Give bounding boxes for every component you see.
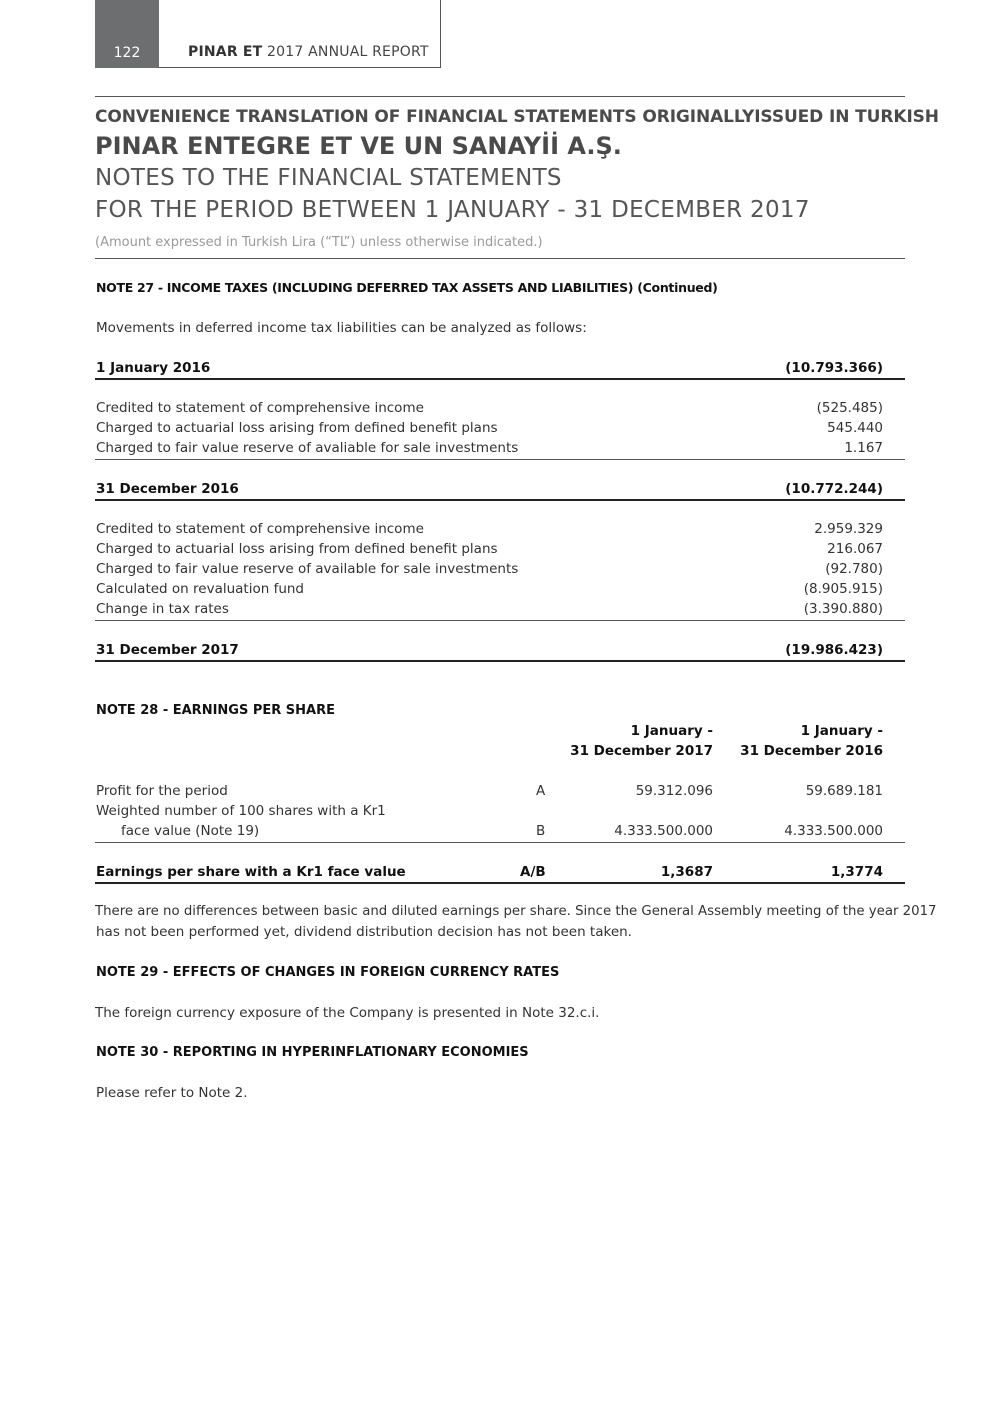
shares-label-2: face value (Note 19) bbox=[121, 823, 260, 839]
mov2016-label-2: Charged to actuarial loss arising from defined benefit plans bbox=[96, 420, 498, 436]
profit-2016: 59.689.181 bbox=[805, 783, 883, 799]
convenience-heading: CONVENIENCE TRANSLATION OF FINANCIAL STATEMENTS ORIGINALLYISSUED IN TURKISH bbox=[95, 107, 939, 127]
mov2017-value-5: (3.390.880) bbox=[803, 601, 883, 617]
mov2016-value-3: 1.167 bbox=[844, 440, 883, 456]
profit-2017: 59.312.096 bbox=[635, 783, 713, 799]
note28-heading: NOTE 28 - EARNINGS PER SHARE bbox=[96, 703, 335, 718]
title-bottom-rule bbox=[95, 258, 905, 259]
profit-label: Profit for the period bbox=[96, 783, 228, 799]
note28-text-line2: has not been performed yet, dividend distribution decision has not been taken. bbox=[96, 924, 632, 940]
amount-note: (Amount expressed in Turkish Lira (“TL”) unless otherwise indicated.) bbox=[95, 235, 543, 250]
note29-text: The foreign currency exposure of the Company is presented in Note 32.c.i. bbox=[95, 1005, 600, 1021]
mov2016-value-1: (525.485) bbox=[816, 400, 883, 416]
close2017-value: (19.986.423) bbox=[785, 642, 883, 658]
close2016-rule bbox=[95, 499, 905, 501]
shares-2016: 4.333.500.000 bbox=[784, 823, 883, 839]
report-brand: PINAR ET bbox=[188, 44, 263, 60]
mov2016-label-1: Credited to statement of comprehensive income bbox=[96, 400, 424, 416]
page-number: 122 bbox=[113, 45, 141, 61]
period-heading: FOR THE PERIOD BETWEEN 1 JANUARY - 31 DECEMBER 2017 bbox=[95, 197, 810, 223]
shares-ref: B bbox=[536, 823, 546, 839]
close2016-label: 31 December 2016 bbox=[96, 481, 239, 497]
mov2017-value-4: (8.905.915) bbox=[803, 581, 883, 597]
mov2016-rule bbox=[95, 459, 905, 460]
mov2017-value-3: (92.780) bbox=[825, 561, 883, 577]
eps-2016: 1,3774 bbox=[830, 864, 883, 880]
company-name: PINAR ENTEGRE ET VE UN SANAYİİ A.Ş. bbox=[95, 132, 622, 160]
page-number-badge bbox=[95, 0, 159, 68]
eps-label: Earnings per share with a Kr1 face value bbox=[96, 864, 406, 880]
col2016-line1: 1 January - bbox=[800, 723, 883, 739]
shares-2017: 4.333.500.000 bbox=[614, 823, 713, 839]
note30-heading: NOTE 30 - REPORTING IN HYPERINFLATIONARY ECONOMIES bbox=[96, 1045, 529, 1060]
title-top-rule bbox=[95, 96, 905, 97]
mov2017-label-1: Credited to statement of comprehensive income bbox=[96, 521, 424, 537]
report-title bbox=[188, 44, 429, 60]
col2017-line2: 31 December 2017 bbox=[570, 743, 713, 759]
mov2017-label-5: Change in tax rates bbox=[96, 601, 229, 617]
mov2017-label-2: Charged to actuarial loss arising from defined benefit plans bbox=[96, 541, 498, 557]
note28-text-line1: There are no differences between basic and diluted earnings per share. Since the General Assembly meeting of the year 2017 bbox=[95, 904, 937, 919]
profit-ref: A bbox=[536, 783, 546, 799]
col2016-line2: 31 December 2016 bbox=[740, 743, 883, 759]
mov2017-label-4: Calculated on revaluation fund bbox=[96, 581, 305, 597]
note29-heading: NOTE 29 - EFFECTS OF CHANGES IN FOREIGN CURRENCY RATES bbox=[96, 965, 560, 980]
opening-value: (10.793.366) bbox=[785, 360, 883, 376]
mov2017-value-1: 2.959.329 bbox=[814, 521, 883, 537]
mov2016-value-2: 545.440 bbox=[827, 420, 883, 436]
note30-text: Please refer to Note 2. bbox=[96, 1085, 248, 1101]
close2017-label: 31 December 2017 bbox=[96, 642, 239, 658]
opening-label: 1 January 2016 bbox=[96, 360, 211, 376]
mov2017-label-3: Charged to fair value reserve of available for sale investments bbox=[96, 561, 519, 577]
eps-bottom-rule bbox=[95, 882, 905, 884]
note27-intro: Movements in deferred income tax liabilities can be analyzed as follows: bbox=[96, 320, 587, 336]
report-name: 2017 ANNUAL REPORT bbox=[267, 44, 429, 60]
eps-top-rule bbox=[95, 842, 905, 843]
opening-rule bbox=[95, 378, 905, 380]
notes-heading: NOTES TO THE FINANCIAL STATEMENTS bbox=[95, 165, 562, 191]
eps-2017: 1,3687 bbox=[660, 864, 713, 880]
mov2017-value-2: 216.067 bbox=[827, 541, 883, 557]
eps-ref: A/B bbox=[520, 864, 546, 880]
col2017-line1: 1 January - bbox=[630, 723, 713, 739]
close2017-rule bbox=[95, 660, 905, 662]
note27-heading: NOTE 27 - INCOME TAXES (INCLUDING DEFERRED TAX ASSETS AND LIABILITIES) (Continued) bbox=[96, 280, 718, 295]
shares-label-1: Weighted number of 100 shares with a Kr1 bbox=[96, 803, 386, 819]
close2016-value: (10.772.244) bbox=[785, 481, 883, 497]
mov2016-label-3: Charged to fair value reserve of avaliable for sale investments bbox=[96, 440, 519, 456]
mov2017-rule bbox=[95, 620, 905, 621]
